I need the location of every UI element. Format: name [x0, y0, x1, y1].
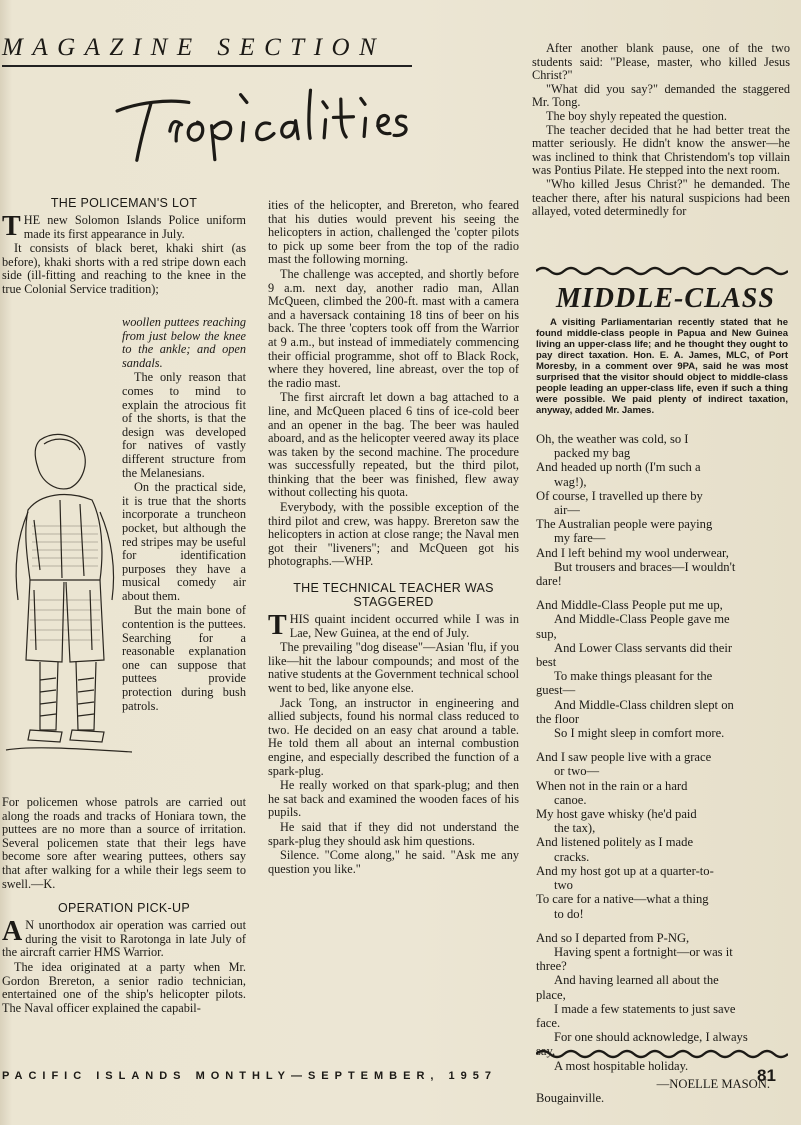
poem-line: sup, [536, 626, 557, 641]
policeman-drawing [0, 430, 138, 790]
paragraph: The idea originated at a party when Mr. Gordon Brereton, a senior radio technician, entertained one of the ship's helicopter pilots. The Naval officer explained the capabil- [2, 959, 246, 1015]
poem-line: And my host got up at a quarter-to- [536, 863, 714, 878]
poem-line: The Australian people were paying [536, 517, 713, 532]
policeman-illustration [0, 430, 138, 790]
poem-line: place, [536, 987, 566, 1002]
poem-line: two [554, 878, 573, 893]
drop-cap: T [2, 211, 21, 242]
poem-line: And Middle-Class People put me up, [536, 598, 723, 613]
paragraph: woollen puttees reaching from just below the knee to the ankle; and open sandals. [122, 315, 246, 370]
paragraph: ities of the helicopter, and Brereton, who feared that his duties would prevent his seeing the helicopters in action, challenged the 'copter pilots to pick up some beer from the top of the radio mast the following morning. [268, 198, 519, 267]
poem-line: Oh, the weather was cold, so I [536, 432, 689, 446]
paragraph: THE new Solomon Islands Police uniform made its first appearance in July. [2, 211, 246, 242]
poem-line: A most hospitable holiday. [554, 1058, 689, 1073]
poem-line: Of course, I travelled up there by [536, 488, 703, 503]
poem-line: my fare— [554, 531, 606, 546]
paragraph: The teacher decided that he had better treat the matter seriously. He didn't know the answer—he was inclined to think that Christendom's top villain was Pontius Pilate. He stepped into the next room. [532, 122, 790, 178]
paragraph: But the main bone of contention is the puttees. Searching for a reasonable explanation one can suppose that puttees provide protection during bush patrols. [122, 603, 246, 713]
poem-line: packed my bag [554, 446, 631, 461]
poem-line: And having learned all about the [554, 973, 719, 988]
paragraph: The boy shyly repeated the question. [546, 108, 727, 123]
paragraph: A N unorthodox air operation was carried out during the visit to Rarotonga in late July of the aircraft carrier HMS Warrior. [2, 916, 246, 960]
poem-line: When not in the rain or a hard [536, 778, 688, 793]
poem-line: the tax), [554, 821, 596, 836]
poem-line: But trousers and braces—I wouldn't [554, 559, 736, 574]
poem-line: canoe. [554, 792, 587, 807]
poem-line: And Lower Class servants did their [554, 640, 733, 655]
paragraph: He said that if they did not understand the spark-plug they should ask him questions. [268, 819, 519, 848]
poem-line: three? [536, 959, 567, 974]
paragraph: Silence. "Come along," he said. "Ask me any question you like." [268, 848, 519, 876]
paragraph: It consists of black beret, khaki shirt (as before), khaki shorts with a red stripe down each side (ill-fitting and reaching to the knee in the true Colonial Service tradition); [2, 241, 246, 296]
poem-line: And headed up north (I'm such a [536, 460, 701, 475]
poem-line: And Middle-Class People gave me [554, 612, 730, 627]
drop-cap: T [268, 610, 287, 642]
paragraph: He really worked on that spark-plug; and then he sat back and examined the wooden faces of his pupils. [268, 778, 519, 820]
heading-policeman: THE POLICEMAN'S LOT [50, 196, 198, 210]
header-rule [2, 65, 412, 67]
paragraph: "What did you say?" demanded the staggered Mr. Tong. [532, 81, 790, 110]
poem-line: To make things pleasant for the [554, 669, 713, 684]
poem-line: face. [536, 1015, 561, 1030]
poem-line: best [536, 655, 557, 670]
page-number: 81 [757, 1066, 776, 1085]
paragraph: Everybody, with the possible exception of the third pilot and crew, was happy. Brereton saw the helicopters in action at close range; the Naval men got their "liveners"; and McQueen got his photographs.—WHP. [268, 500, 519, 569]
heading-teacher: THE TECHNICAL TEACHER WAS STAGGERED [293, 581, 494, 610]
drop-cap: A [2, 916, 23, 948]
poem-place: Bougainville. [536, 1090, 605, 1105]
poem-line: wag!), [554, 474, 587, 489]
paragraph: The prevailing "dog disease"—Asian 'flu, if you like—hit the labour compounds; and most of the native students at the Government technical school went to bed, like anyone else. [268, 640, 519, 695]
poem-signature: —NOELLE MASON. [656, 1076, 770, 1091]
paragraph: The challenge was accepted, and shortly before 9 a.m. next day, another radio man, Allan McQueen, climbed the 200-ft. mast with a camera and a haversack containing 18 tins of beer on his back. The three 'copters took off from the Warrior at 9 a.m., but instead of immediately commencing their official programme, shot off to Black Rock, where they hovered, line abreast, over the top of the radio mast. [268, 266, 519, 390]
poem-line: And listened politely as I made [536, 835, 694, 850]
poem-line: air— [554, 503, 580, 518]
poem-line: to do! [554, 906, 584, 921]
poem-line: guest— [536, 683, 576, 698]
poem-line: To care for a native—what a thing [536, 892, 709, 907]
stanza [536, 598, 788, 740]
paragraph: The only reason that comes to mind to explain the atrocious fit of the shorts, is that the design was developed for natives of vastly different structure from the Melanesians. [122, 370, 246, 480]
poem-line: Having spent a fortnight—or was it [554, 944, 733, 959]
poem-line: So I might sleep in comfort more. [554, 726, 725, 741]
poem-line: or two— [554, 764, 600, 779]
paragraph: For policemen whose patrols are carried out along the roads and tracks of Honiara town, the puttees are no more than a source of irritation. Several policemen state that their legs have become sore after wearing puttees, others say that after walking for a while their legs seem to swell.—K. [2, 795, 246, 891]
poem [536, 432, 788, 1105]
column-two [268, 199, 519, 877]
column-three [532, 42, 790, 219]
heading-operation: OPERATION PICK-UP [58, 901, 190, 916]
paragraph: The first aircraft let down a bag attached to a line, and McQueen placed 6 tins of ice-cold beer and an opener in the bag. The beer was hauled aboard, and as the helicopter veered away its place was taken by the second machine. The procedure was successfully repeated, but the third pilot, thinking that the beer was finished, flew away without collecting his quota. [268, 390, 519, 500]
column-one-bottom [2, 796, 246, 1016]
paragraph: "Who killed Jesus Christ?" he demanded. The teacher there, after his natural suspicions had been allayed, voted determinedly for [532, 176, 790, 219]
poem-line: And Middle-Class children slept on [554, 697, 734, 712]
section-header: MAGAZINE SECTION [2, 34, 386, 61]
poem-intro: A visiting Parliamentarian recently stated that he found middle-class people in Papua and New Guinea living an upper-class life; and he thought they ought to pay direct taxation. Hon. E. A. James, MLC, of Port Moresby, in a comment over 9PA, said he was most surprised that the visitor should object to middle-class people leading an upper-class life, even if such a thing were possible. We paid plenty of indirect taxation, anyway, added Mr. James. [536, 317, 788, 416]
stanza [536, 750, 788, 920]
poem-line: say, [536, 1044, 556, 1059]
paragraph: THIS quaint incident occurred while I was in Lae, New Guinea, at the end of July. [268, 610, 519, 642]
poem-line: And I saw people live with a grace [536, 750, 712, 765]
poem-title: MIDDLE-CLASS [556, 283, 775, 314]
paragraph: Jack Tong, an instructor in engineering and allied subjects, found his normal class reduced to two. He decided on an easy chat around a table. He told them all about an internal combustion engine, and especially described the function of a spark-plug. [268, 695, 519, 778]
wavy-divider-bottom [536, 1048, 788, 1060]
poem-line: And I left behind my wool underwear, [536, 545, 729, 560]
poem-line: I made a few statements to just save [554, 1001, 736, 1016]
poem-line: cracks. [554, 849, 590, 864]
page-footer: PACIFIC ISLANDS MONTHLY—SEPTEMBER, 1957 [2, 1070, 497, 1082]
column-one [2, 196, 246, 298]
wavy-divider [536, 265, 788, 277]
tropicalities-logo [108, 83, 411, 173]
poem-line: the floor [536, 711, 580, 726]
paragraph: After another blank pause, one of the two students said: "Please, master, who killed Jesus Christ?" [532, 41, 790, 83]
column-one-narrow [122, 316, 246, 714]
poem-line: My host gave whisky (he'd paid [536, 807, 697, 822]
poem-line: dare! [536, 574, 562, 589]
paragraph: On the practical side, it is true that the shorts incorporate a truncheon pocket, but although the red stripes may be useful for identification purposes they have a musical comedy air about them. [122, 480, 246, 603]
title-artwork [108, 83, 411, 186]
stanza [536, 432, 788, 588]
poem-line: For one should acknowledge, I always [554, 1030, 748, 1045]
poem-line: And so I departed from P-NG, [536, 930, 690, 945]
